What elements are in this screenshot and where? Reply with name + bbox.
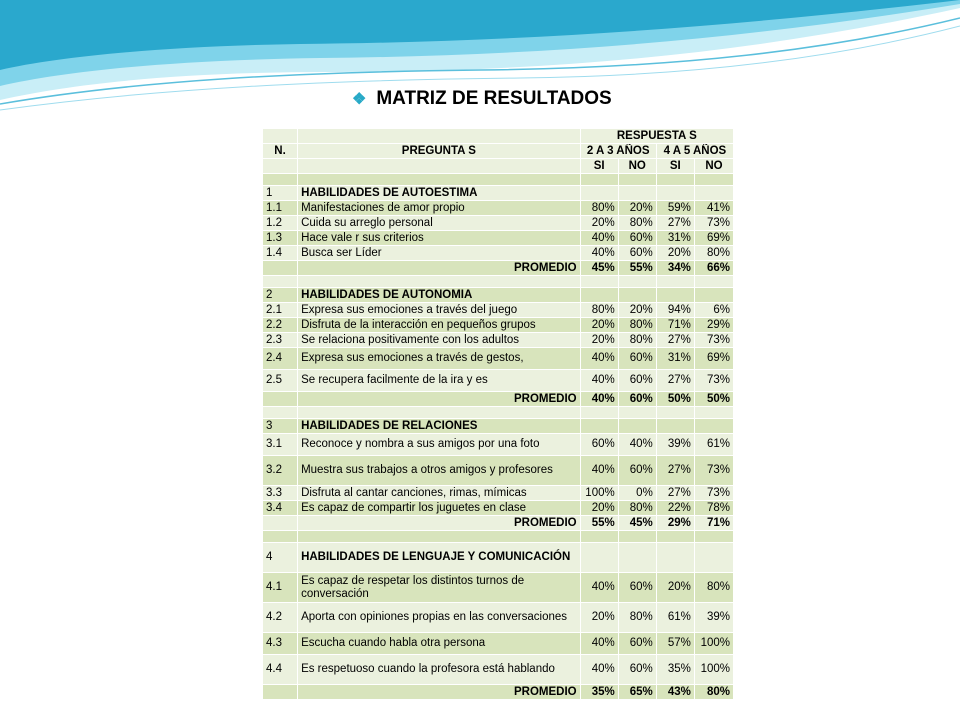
- item-question: Escucha cuando habla otra persona: [298, 633, 581, 655]
- value-no-4-5: 6%: [694, 303, 733, 318]
- spacer-cell: [618, 276, 656, 288]
- spacer-cell: [298, 276, 581, 288]
- item-question: Busca ser Líder: [298, 246, 581, 261]
- spacer-cell: [263, 531, 298, 543]
- value-no-2-3: 80%: [618, 216, 656, 231]
- value-no-4-5: 73%: [694, 486, 733, 501]
- value-si-4-5: 27%: [656, 486, 694, 501]
- value-si-4-5: 57%: [656, 633, 694, 655]
- value-si-2-3: 40%: [580, 573, 618, 603]
- item-number: 2.5: [263, 370, 298, 392]
- header-blank: [298, 159, 581, 174]
- item-question: Aporta con opiniones propias en las conversaciones: [298, 603, 581, 633]
- value-si-2-3: 40%: [580, 231, 618, 246]
- value-no-4-5: 69%: [694, 231, 733, 246]
- section-title: HABILIDADES DE LENGUAJE Y COMUNICACIÓN: [298, 543, 581, 573]
- value-no-4-5: 73%: [694, 333, 733, 348]
- value-si-4-5: 20%: [656, 246, 694, 261]
- section-title: HABILIDADES DE AUTONOMIA: [298, 288, 581, 303]
- promedio-label: PROMEDIO: [298, 685, 581, 700]
- value-si-4-5: 59%: [656, 201, 694, 216]
- header-blank: [263, 159, 298, 174]
- spacer-cell: [656, 276, 694, 288]
- page-title-text: MATRIZ DE RESULTADOS: [376, 88, 612, 109]
- empty-cell: [618, 419, 656, 434]
- value-si-2-3: 20%: [580, 216, 618, 231]
- empty-cell: [580, 543, 618, 573]
- promedio-si-4-5: 29%: [656, 516, 694, 531]
- spacer-cell: [656, 174, 694, 186]
- empty-cell: [694, 186, 733, 201]
- promedio-si-2-3: 55%: [580, 516, 618, 531]
- item-number: 1.4: [263, 246, 298, 261]
- value-no-4-5: 73%: [694, 216, 733, 231]
- empty-cell: [263, 261, 298, 276]
- empty-cell: [618, 543, 656, 573]
- item-number: 2.1: [263, 303, 298, 318]
- value-no-2-3: 80%: [618, 501, 656, 516]
- value-no-2-3: 40%: [618, 434, 656, 456]
- spacer-cell: [694, 276, 733, 288]
- value-no-4-5: 69%: [694, 348, 733, 370]
- value-si-2-3: 40%: [580, 456, 618, 486]
- promedio-no-4-5: 80%: [694, 685, 733, 700]
- spacer-cell: [618, 531, 656, 543]
- item-question: Es respetuoso cuando la profesora está hablando: [298, 655, 581, 685]
- item-question: Se relaciona positivamente con los adultos: [298, 333, 581, 348]
- promedio-si-4-5: 50%: [656, 392, 694, 407]
- value-no-2-3: 60%: [618, 348, 656, 370]
- promedio-no-2-3: 60%: [618, 392, 656, 407]
- spacer-cell: [263, 276, 298, 288]
- section-number: 3: [263, 419, 298, 434]
- value-no-2-3: 60%: [618, 370, 656, 392]
- section-number: 4: [263, 543, 298, 573]
- value-no-4-5: 73%: [694, 370, 733, 392]
- empty-cell: [580, 186, 618, 201]
- empty-cell: [618, 288, 656, 303]
- spacer-cell: [298, 531, 581, 543]
- promedio-label: PROMEDIO: [298, 392, 581, 407]
- header-no: NO: [694, 159, 733, 174]
- empty-cell: [263, 516, 298, 531]
- item-number: 1.2: [263, 216, 298, 231]
- value-no-2-3: 60%: [618, 633, 656, 655]
- value-si-2-3: 40%: [580, 246, 618, 261]
- empty-cell: [263, 685, 298, 700]
- value-no-4-5: 73%: [694, 456, 733, 486]
- spacer-cell: [298, 407, 581, 419]
- value-no-4-5: 29%: [694, 318, 733, 333]
- value-si-2-3: 40%: [580, 633, 618, 655]
- value-no-4-5: 100%: [694, 633, 733, 655]
- item-question: Hace vale r sus criterios: [298, 231, 581, 246]
- item-number: 3.1: [263, 434, 298, 456]
- value-si-2-3: 20%: [580, 318, 618, 333]
- header-preguntas: PREGUNTA S: [298, 144, 581, 159]
- item-number: 2.3: [263, 333, 298, 348]
- promedio-no-2-3: 55%: [618, 261, 656, 276]
- spacer-cell: [580, 276, 618, 288]
- results-matrix-table: [262, 128, 734, 700]
- value-si-2-3: 20%: [580, 603, 618, 633]
- value-no-2-3: 80%: [618, 333, 656, 348]
- value-si-4-5: 22%: [656, 501, 694, 516]
- promedio-no-4-5: 66%: [694, 261, 733, 276]
- header-blank-q: [298, 129, 581, 144]
- value-no-2-3: 20%: [618, 303, 656, 318]
- diamond-bullet-icon: ❖: [352, 91, 367, 108]
- promedio-no-4-5: 50%: [694, 392, 733, 407]
- promedio-label: PROMEDIO: [298, 516, 581, 531]
- value-si-4-5: 27%: [656, 333, 694, 348]
- item-question: Expresa sus emociones a través del juego: [298, 303, 581, 318]
- value-no-2-3: 0%: [618, 486, 656, 501]
- value-si-2-3: 20%: [580, 501, 618, 516]
- value-si-4-5: 71%: [656, 318, 694, 333]
- promedio-no-2-3: 45%: [618, 516, 656, 531]
- value-si-2-3: 40%: [580, 370, 618, 392]
- item-question: Reconoce y nombra a sus amigos por una foto: [298, 434, 581, 456]
- value-no-2-3: 20%: [618, 201, 656, 216]
- item-number: 3.3: [263, 486, 298, 501]
- spacer-cell: [694, 531, 733, 543]
- empty-cell: [694, 419, 733, 434]
- item-question: Manifestaciones de amor propio: [298, 201, 581, 216]
- header-blank-n: [263, 129, 298, 144]
- value-si-4-5: 27%: [656, 456, 694, 486]
- item-number: 3.4: [263, 501, 298, 516]
- promedio-no-2-3: 65%: [618, 685, 656, 700]
- value-si-2-3: 80%: [580, 201, 618, 216]
- header-si: SI: [656, 159, 694, 174]
- value-no-4-5: 100%: [694, 655, 733, 685]
- item-number: 2.2: [263, 318, 298, 333]
- spacer-cell: [298, 174, 581, 186]
- promedio-no-4-5: 71%: [694, 516, 733, 531]
- value-no-2-3: 60%: [618, 456, 656, 486]
- item-question: Disfruta al cantar canciones, rimas, mímicas: [298, 486, 581, 501]
- empty-cell: [580, 288, 618, 303]
- value-no-4-5: 39%: [694, 603, 733, 633]
- value-si-2-3: 40%: [580, 655, 618, 685]
- item-question: Se recupera facilmente de la ira y es: [298, 370, 581, 392]
- page-title: [352, 88, 612, 110]
- item-number: 1.3: [263, 231, 298, 246]
- spacer-cell: [580, 531, 618, 543]
- item-question: Muestra sus trabajos a otros amigos y profesores: [298, 456, 581, 486]
- item-number: 1.1: [263, 201, 298, 216]
- spacer-cell: [263, 407, 298, 419]
- item-question: Es capaz de respetar los distintos turnos de conversación: [298, 573, 581, 603]
- value-si-2-3: 80%: [580, 303, 618, 318]
- spacer-cell: [263, 174, 298, 186]
- empty-cell: [656, 419, 694, 434]
- promedio-si-2-3: 35%: [580, 685, 618, 700]
- spacer-cell: [618, 407, 656, 419]
- spacer-cell: [618, 174, 656, 186]
- value-no-4-5: 80%: [694, 573, 733, 603]
- value-si-4-5: 35%: [656, 655, 694, 685]
- empty-cell: [694, 543, 733, 573]
- value-si-4-5: 61%: [656, 603, 694, 633]
- item-number: 2.4: [263, 348, 298, 370]
- header-si: SI: [580, 159, 618, 174]
- empty-cell: [694, 288, 733, 303]
- item-question: Cuida su arreglo personal: [298, 216, 581, 231]
- value-si-2-3: 60%: [580, 434, 618, 456]
- item-number: 3.2: [263, 456, 298, 486]
- header-n: N.: [263, 144, 298, 159]
- promedio-label: PROMEDIO: [298, 261, 581, 276]
- section-title: HABILIDADES DE RELACIONES: [298, 419, 581, 434]
- value-no-4-5: 41%: [694, 201, 733, 216]
- value-no-2-3: 60%: [618, 573, 656, 603]
- value-si-4-5: 31%: [656, 231, 694, 246]
- item-question: Es capaz de compartir los juguetes en clase: [298, 501, 581, 516]
- empty-cell: [656, 543, 694, 573]
- promedio-si-2-3: 45%: [580, 261, 618, 276]
- value-si-4-5: 27%: [656, 216, 694, 231]
- value-no-2-3: 60%: [618, 231, 656, 246]
- item-number: 4.1: [263, 573, 298, 603]
- promedio-si-4-5: 34%: [656, 261, 694, 276]
- section-title: HABILIDADES DE AUTOESTIMA: [298, 186, 581, 201]
- header-group-4-5: 4 A 5 AÑOS: [656, 144, 733, 159]
- section-number: 1: [263, 186, 298, 201]
- header-group-2-3: 2 A 3 AÑOS: [580, 144, 656, 159]
- spacer-cell: [656, 407, 694, 419]
- item-number: 4.2: [263, 603, 298, 633]
- value-no-4-5: 80%: [694, 246, 733, 261]
- value-si-4-5: 94%: [656, 303, 694, 318]
- value-si-4-5: 20%: [656, 573, 694, 603]
- empty-cell: [656, 288, 694, 303]
- header-no: NO: [618, 159, 656, 174]
- value-si-2-3: 40%: [580, 348, 618, 370]
- spacer-cell: [694, 174, 733, 186]
- value-no-2-3: 60%: [618, 246, 656, 261]
- item-number: 4.3: [263, 633, 298, 655]
- item-question: Disfruta de la interacción en pequeños grupos: [298, 318, 581, 333]
- value-si-2-3: 20%: [580, 333, 618, 348]
- empty-cell: [263, 392, 298, 407]
- spacer-cell: [580, 174, 618, 186]
- promedio-si-4-5: 43%: [656, 685, 694, 700]
- spacer-cell: [694, 407, 733, 419]
- empty-cell: [580, 419, 618, 434]
- header-respuestas: RESPUESTA S: [580, 129, 733, 144]
- promedio-si-2-3: 40%: [580, 392, 618, 407]
- value-no-2-3: 80%: [618, 603, 656, 633]
- spacer-cell: [580, 407, 618, 419]
- item-number: 4.4: [263, 655, 298, 685]
- value-no-2-3: 80%: [618, 318, 656, 333]
- spacer-cell: [656, 531, 694, 543]
- value-si-2-3: 100%: [580, 486, 618, 501]
- value-no-2-3: 60%: [618, 655, 656, 685]
- value-si-4-5: 39%: [656, 434, 694, 456]
- empty-cell: [618, 186, 656, 201]
- value-si-4-5: 27%: [656, 370, 694, 392]
- value-no-4-5: 61%: [694, 434, 733, 456]
- item-question: Expresa sus emociones a través de gestos,: [298, 348, 581, 370]
- value-no-4-5: 78%: [694, 501, 733, 516]
- value-si-4-5: 31%: [656, 348, 694, 370]
- empty-cell: [656, 186, 694, 201]
- section-number: 2: [263, 288, 298, 303]
